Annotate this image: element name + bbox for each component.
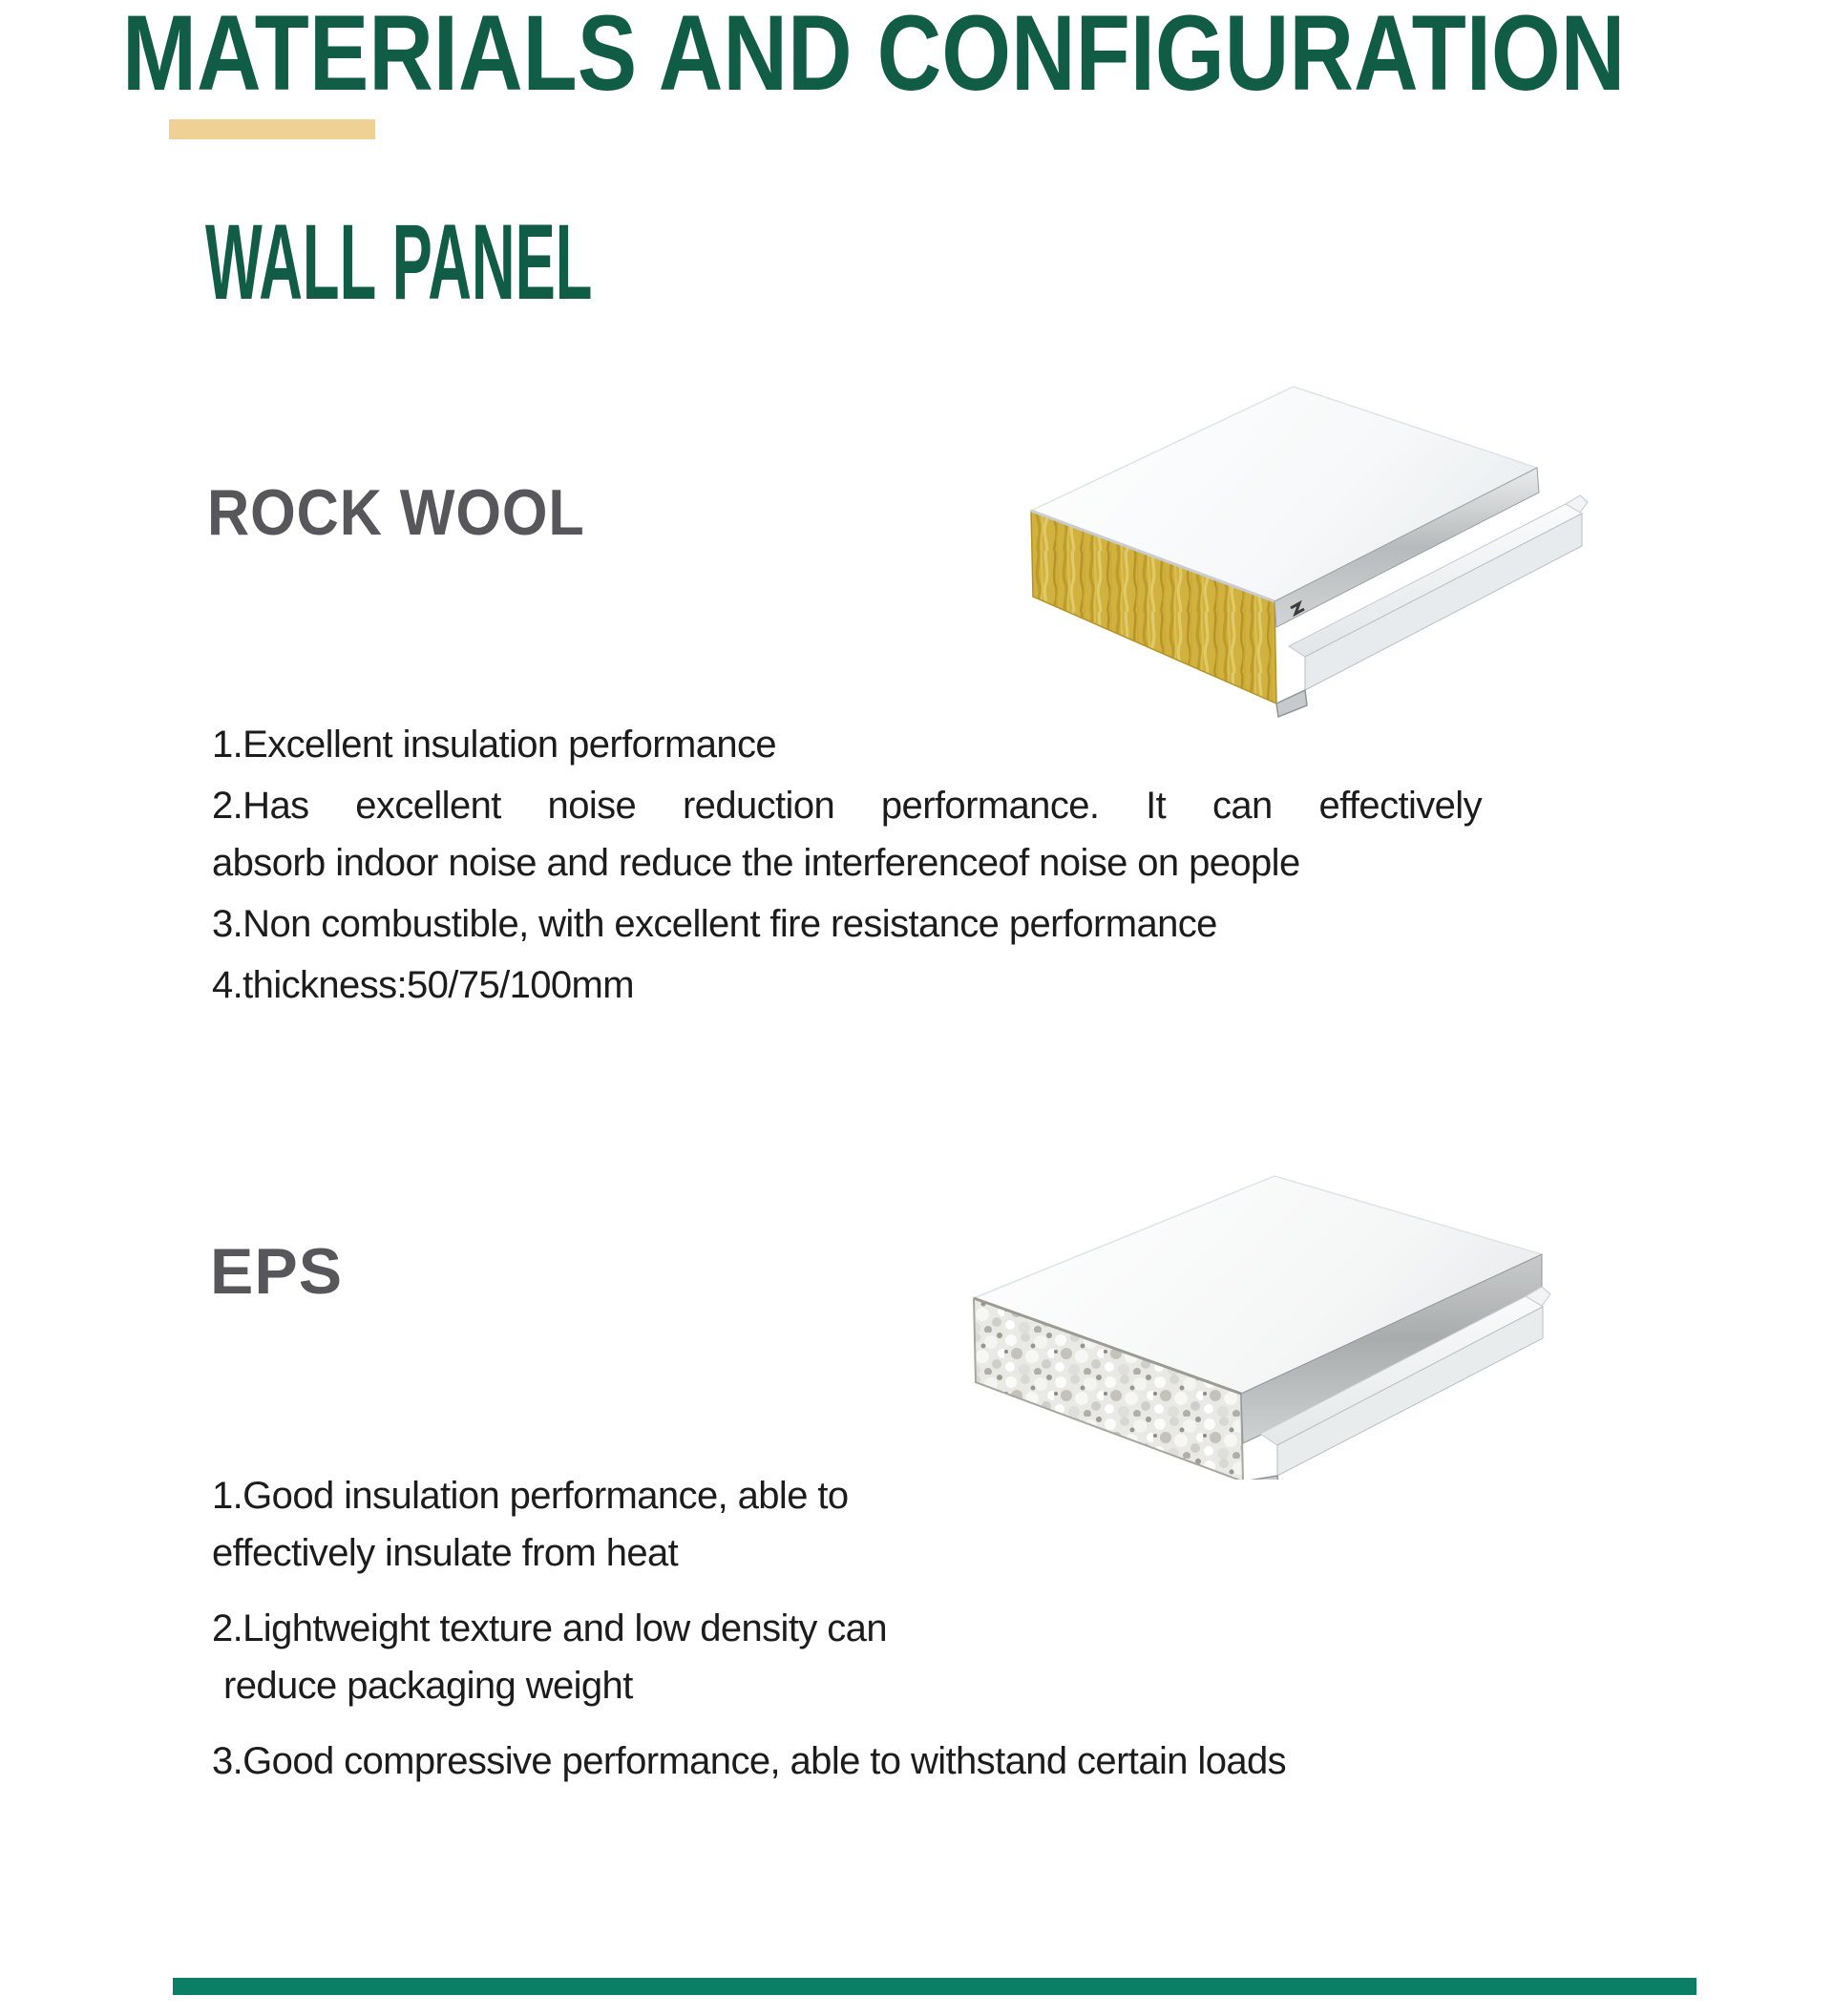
footer-accent-bar: [173, 1978, 1696, 1995]
feature-line: 2.Lightweight texture and low density can: [212, 1607, 887, 1649]
section-heading: [205, 202, 891, 322]
feature-item: [212, 956, 1482, 1014]
rock-wool-panel-image: [1007, 368, 1590, 749]
feature-item: [212, 895, 1482, 953]
feature-line: 3.Non combustible, with excellent fire resistance performance: [212, 903, 1217, 945]
feature-line: 1.Good insulation performance, able to: [212, 1475, 849, 1517]
feature-line: 4.thickness:50/75/100mm: [212, 964, 635, 1006]
eps-panel-image: [955, 1165, 1566, 1480]
feature-line: absorb indoor noise and reduce the interferenceof noise on people: [212, 842, 1300, 884]
feature-line: 1.Excellent insulation performance: [212, 724, 777, 766]
eps-feature-list: [212, 1467, 1482, 1790]
title-accent-underline: [169, 119, 375, 139]
section-heading-text: WALL PANEL: [205, 202, 593, 322]
material-heading-rock-wool-text: ROCK WOOL: [207, 476, 585, 549]
feature-line: 3.Good compressive performance, able to withstand certain loads: [212, 1740, 1287, 1782]
feature-line: effectively insulate from heat: [212, 1532, 679, 1574]
page-title: [122, 0, 1833, 113]
page-title-text: MATERIALS AND CONFIGURATION: [122, 0, 1626, 113]
rock-wool-feature-list: [212, 716, 1482, 1014]
feature-item: [212, 777, 1482, 892]
feature-line: reduce packaging weight: [223, 1665, 633, 1707]
material-heading-eps-text: EPS: [210, 1235, 344, 1308]
feature-item: [212, 716, 1482, 773]
material-heading-eps: [210, 1235, 344, 1308]
feature-item: [212, 1732, 1482, 1790]
material-heading-rock-wool: [207, 476, 627, 549]
feature-line: 2.Has excellent noise reduction performance. It can effectively: [212, 785, 1482, 827]
feature-item: [212, 1600, 1482, 1714]
feature-item: [212, 1467, 1482, 1582]
